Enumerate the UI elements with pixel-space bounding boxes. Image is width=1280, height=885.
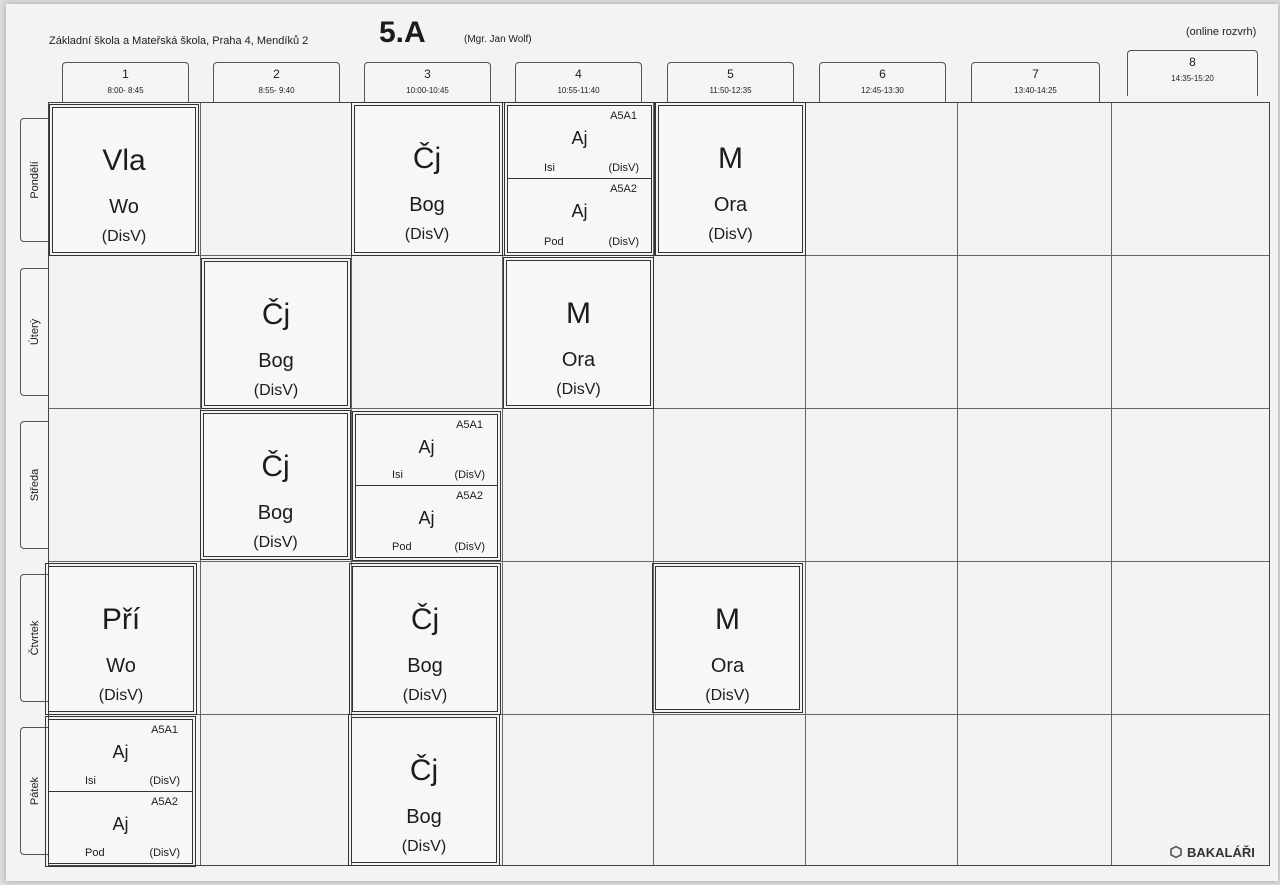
- group-name: A5A2: [456, 490, 483, 502]
- row-divider: [49, 714, 1269, 715]
- subject: Čj: [261, 298, 291, 331]
- teacher-abbr: Wo: [109, 196, 139, 218]
- room: (DisV): [454, 469, 485, 481]
- room: (DisV): [253, 534, 298, 551]
- period-number: 3: [424, 67, 431, 81]
- room: (DisV): [708, 226, 753, 243]
- split-lesson-friday-1: [48, 719, 193, 864]
- row-divider: [49, 255, 1269, 256]
- day-label: Pondělí: [28, 161, 41, 199]
- group-lesson: [356, 486, 497, 557]
- room: (DisV): [402, 687, 448, 704]
- subject: Čj: [261, 450, 290, 483]
- column-divider: [502, 103, 503, 865]
- room: (DisV): [454, 541, 485, 553]
- day-label: Pátek: [28, 776, 41, 806]
- subject: Vla: [102, 144, 146, 177]
- column-divider: [957, 103, 958, 865]
- group-name: A5A1: [456, 419, 483, 431]
- teacher-abbr: Pod: [392, 541, 412, 553]
- room: (DisV): [101, 228, 147, 245]
- period-header-6: [819, 62, 946, 102]
- column-divider: [653, 103, 654, 865]
- row-divider: [49, 561, 1269, 562]
- subject: Čj: [409, 754, 439, 787]
- group-name: A5A1: [610, 110, 637, 122]
- lesson-tuesday-4: [506, 260, 651, 406]
- split-lesson-monday-4: [507, 105, 652, 253]
- teacher-abbr: Ora: [710, 655, 745, 677]
- room: (DisV): [149, 847, 180, 859]
- day-tab-wednesday: [20, 421, 48, 549]
- class-name: 5.A: [379, 16, 426, 49]
- subject: Aj: [112, 742, 129, 762]
- bakalari-logo: [1170, 845, 1255, 860]
- subject: M: [566, 297, 591, 330]
- day-label: Čtvrtek: [28, 620, 41, 656]
- room: (DisV): [401, 838, 447, 855]
- teacher-abbr: Isi: [85, 774, 96, 787]
- group-lesson: [508, 106, 651, 179]
- column-divider: [805, 103, 806, 865]
- period-time: 13:40-14:25: [1014, 86, 1057, 95]
- teacher-abbr: Bog: [258, 350, 294, 372]
- lesson-thursday-3: [352, 566, 498, 712]
- school-name: Základní škola a Mateřská škola, Praha 4, Mendíků 2: [49, 35, 309, 47]
- period-header-1: [62, 62, 189, 102]
- lesson-thursday-5: [655, 566, 800, 710]
- subject: Aj: [112, 813, 129, 834]
- teacher-abbr: Bog: [407, 655, 443, 677]
- teacher-abbr: Isi: [392, 469, 403, 481]
- room: (DisV): [149, 774, 180, 787]
- lesson-monday-3: [354, 105, 500, 253]
- period-number: 7: [1032, 67, 1039, 81]
- teacher-abbr: Bog: [406, 806, 442, 828]
- period-number: 5: [727, 67, 734, 81]
- teacher-abbr: Ora: [561, 349, 596, 371]
- day-tab-friday: [20, 727, 48, 855]
- group-name: A5A2: [610, 183, 637, 195]
- subject: Aj: [418, 508, 435, 528]
- class-teacher: (Mgr. Jan Wolf): [464, 34, 532, 45]
- teacher-abbr: Pod: [85, 847, 105, 859]
- period-number: 6: [879, 67, 886, 81]
- subject: Pří: [101, 603, 141, 636]
- room: (DisV): [608, 236, 639, 248]
- day-label: Úterý: [28, 318, 41, 346]
- period-header-7: [971, 62, 1100, 102]
- subject: M: [715, 603, 740, 636]
- group-lesson: [49, 792, 192, 864]
- period-time: 8:55- 9:40: [258, 86, 295, 95]
- day-tab-thursday: [20, 574, 48, 702]
- subject: Aj: [571, 128, 588, 148]
- split-lesson-wednesday-3: [355, 414, 498, 558]
- group-name: A5A1: [151, 724, 178, 736]
- subject: Čj: [410, 603, 440, 636]
- column-divider: [200, 103, 201, 865]
- period-header-4: [515, 62, 642, 102]
- column-divider: [1111, 103, 1112, 865]
- lesson-friday-3: [351, 717, 497, 863]
- period-number: 1: [122, 67, 129, 81]
- room: (DisV): [608, 162, 639, 174]
- room: (DisV): [556, 381, 601, 398]
- room: (DisV): [98, 687, 144, 704]
- teacher-abbr: Bog: [257, 502, 294, 524]
- period-time: 14:35-15:20: [1171, 74, 1214, 83]
- period-header-5: [667, 62, 794, 102]
- day-tab-monday: [20, 118, 48, 242]
- group-lesson: [356, 415, 497, 486]
- lesson-monday-1: [52, 107, 196, 253]
- period-time: 12:45-13:30: [861, 86, 904, 95]
- period-header-3: [364, 62, 491, 102]
- lesson-tuesday-2: [204, 261, 348, 406]
- teacher-abbr: Pod: [544, 236, 564, 248]
- group-lesson: [508, 179, 651, 252]
- period-time: 10:55-11:40: [557, 86, 600, 95]
- group-name: A5A2: [151, 795, 178, 808]
- period-number: 2: [273, 67, 280, 81]
- day-label: Středa: [28, 468, 41, 502]
- subject: Aj: [571, 201, 588, 221]
- room: (DisV): [705, 687, 750, 704]
- lesson-thursday-1: [48, 566, 194, 712]
- subject: Aj: [418, 437, 435, 457]
- teacher-abbr: Ora: [713, 194, 748, 216]
- period-time: 11:50-12:35: [709, 86, 752, 95]
- subject: Čj: [412, 142, 442, 175]
- subject: M: [718, 142, 743, 175]
- period-time: 10:00-10:45: [406, 86, 449, 95]
- period-number: 4: [575, 67, 582, 81]
- lesson-wednesday-2: [203, 413, 348, 557]
- teacher-abbr: Wo: [106, 655, 136, 677]
- room: (DisV): [404, 226, 450, 243]
- period-header-8: [1127, 50, 1258, 96]
- teacher-abbr: Isi: [544, 162, 555, 174]
- lesson-monday-5: [658, 105, 803, 253]
- online-schedule-note: (online rozvrh): [1186, 26, 1257, 38]
- logo-text: BAKALÁŘI: [1187, 845, 1255, 860]
- day-tab-tuesday: [20, 268, 48, 396]
- hexagon-icon: [1170, 846, 1182, 858]
- period-header-2: [213, 62, 340, 102]
- row-divider: [49, 408, 1269, 409]
- period-number: 8: [1189, 55, 1196, 69]
- room: (DisV): [253, 382, 299, 399]
- group-lesson: [49, 720, 192, 792]
- period-time: 8:00- 8:45: [107, 86, 144, 95]
- teacher-abbr: Bog: [409, 194, 445, 216]
